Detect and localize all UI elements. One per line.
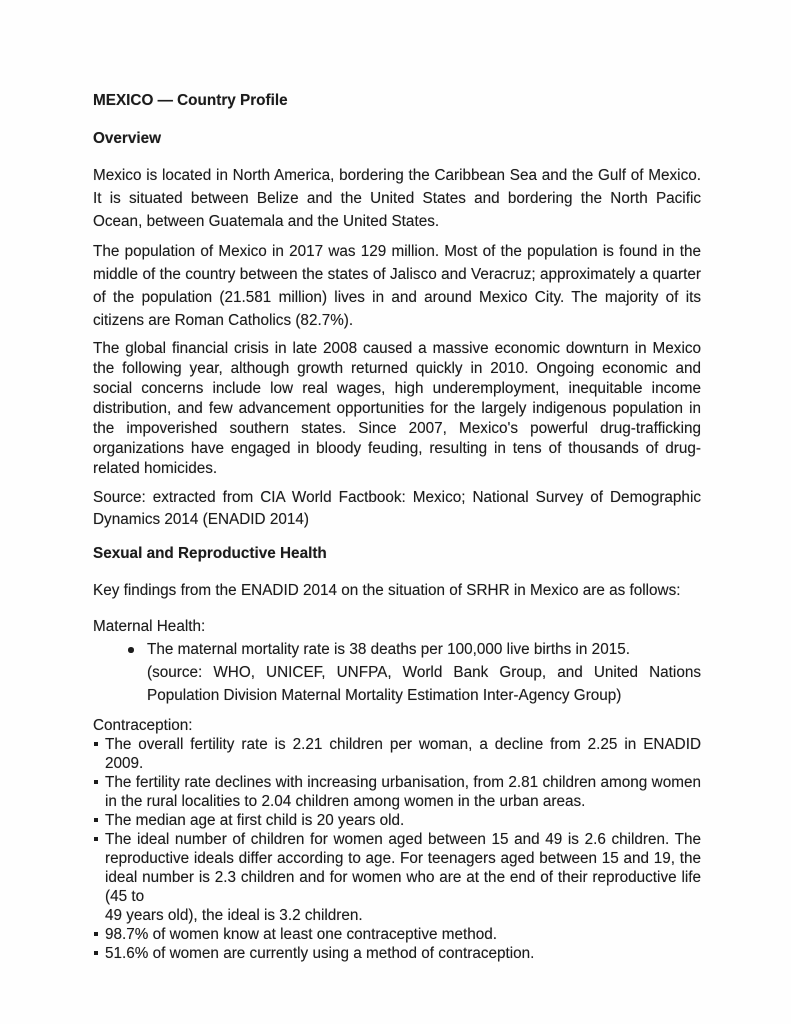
srh-heading: Sexual and Reproductive Health xyxy=(93,545,327,562)
contraception-list xyxy=(93,735,701,963)
document-title: MEXICO — Country Profile xyxy=(93,92,288,109)
maternal-health-list xyxy=(93,638,701,707)
maternal-mortality-source: (source: WHO, UNICEF, UNFPA, World Bank Group, and United Nations Population Division Maternal Mortality Estimation Inter-Agency Group) xyxy=(147,664,701,704)
source-note: Source: extracted from CIA World Factbook: Mexico; National Survey of Demographic Dynamics 2014 (ENADID 2014) xyxy=(93,489,701,528)
maternal-mortality-text: The maternal mortality rate is 38 deaths per 100,000 live births in 2015. xyxy=(147,641,630,658)
list-item xyxy=(93,925,701,944)
list-item xyxy=(93,773,701,811)
bullet-contraceptive-knowledge: 98.7% of women know at least one contraceptive method. xyxy=(105,926,497,943)
bullet-contraception-use: 51.6% of women are currently using a method of contraception. xyxy=(105,945,535,962)
contraception-section xyxy=(93,716,701,963)
bullet-median-age: The median age at first child is 20 years old. xyxy=(105,812,405,829)
key-findings-intro: Key findings from the ENADID 2014 on the situation of SRHR in Mexico are as follows: xyxy=(93,582,681,599)
bullet-ideal-children: The ideal number of children for women aged between 15 and 49 is 2.6 children. The reproductive ideals differ according to age. For teenagers aged between 15 and 19, the ideal number is 2.3 children and for women who are at the end of their reproductive life (45 to xyxy=(105,831,701,905)
list-item xyxy=(93,944,701,963)
list-item xyxy=(93,811,701,830)
bullet-ideal-children-continued: 49 years old), the ideal is 3.2 children. xyxy=(105,907,363,924)
overview-paragraph-location: Mexico is located in North America, bordering the Caribbean Sea and the Gulf of Mexico. It is situated between Belize and the United States and bordering the North Pacific Ocean, between Guatemala and the United States. xyxy=(93,167,701,230)
list-item xyxy=(93,638,701,707)
overview-heading: Overview xyxy=(93,130,162,147)
list-item xyxy=(93,830,701,925)
contraception-label: Contraception: xyxy=(93,717,193,734)
overview-paragraph-economy: The global financial crisis in late 2008 caused a massive economic downturn in Mexico the following year, although growth returned quickly in 2010. Ongoing economic and social concerns include low real wages, high underemployment, inequitable income distribution, and few advancement opportunities for the largely indigenous population in the impoverished southern states. Since 2007, Mexico's powerful drug-trafficking organizations have engaged in bloody feuding, resulting in tens of thousands of drug-related homicides. xyxy=(93,340,701,477)
bullet-urbanisation: The fertility rate declines with increasing urbanisation, from 2.81 children among women in the rural localities to 2.04 children among women in the urban areas. xyxy=(105,774,701,810)
document-content xyxy=(93,89,701,963)
list-item xyxy=(93,735,701,773)
maternal-health-label: Maternal Health: xyxy=(93,618,206,635)
bullet-fertility-rate: The overall fertility rate is 2.21 children per woman, a decline from 2.25 in ENADID 2009. xyxy=(105,736,701,772)
overview-paragraph-population: The population of Mexico in 2017 was 129 million. Most of the population is found in the middle of the country between the states of Jalisco and Veracruz; approximately a quarter of the population (21.581 million) lives in and around Mexico City. The majority of its citizens are Roman Catholics (82.7%). xyxy=(93,243,701,329)
